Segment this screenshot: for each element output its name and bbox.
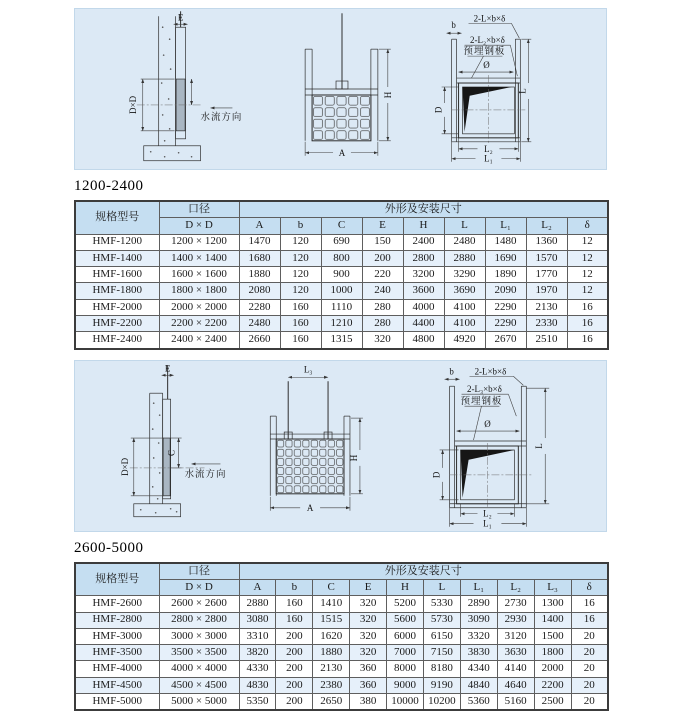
- dim-cell: 320: [350, 596, 387, 612]
- table-body-2: [75, 596, 608, 711]
- model-cell: HMF-1800: [75, 283, 159, 299]
- gate-drawing-1: [75, 9, 606, 169]
- dim-cell: 2290: [485, 316, 526, 332]
- model-cell: HMF-3500: [75, 645, 159, 661]
- dim-cell: 8180: [423, 661, 460, 677]
- dim-cell: 16: [571, 596, 608, 612]
- dim-label-e: E: [164, 362, 171, 373]
- dim-label-e: E: [177, 12, 184, 23]
- dim-cell: 2880: [444, 250, 485, 266]
- dim-cell: 9000: [387, 677, 424, 693]
- dim-cell: 12: [567, 267, 608, 283]
- dim-label-l: L: [517, 88, 528, 94]
- dim-cell: 16: [567, 316, 608, 332]
- col-header-dim: b: [280, 218, 321, 234]
- dim-cell: 12: [567, 250, 608, 266]
- dim-cell: 4100: [444, 299, 485, 315]
- dim-cell: 280: [362, 316, 403, 332]
- col-header-bore: 口径: [159, 563, 239, 580]
- dim-cell: 20: [571, 645, 608, 661]
- model-cell: HMF-1600: [75, 267, 159, 283]
- col-header-dims: 外形及安装尺寸: [239, 563, 608, 580]
- dim-cell: 280: [362, 299, 403, 315]
- dim-label-b: b: [451, 20, 456, 31]
- table-row: [75, 596, 608, 612]
- bore-cell: 2200 × 2200: [159, 316, 239, 332]
- dim-cell: 8000: [387, 661, 424, 677]
- dim-cell: 3820: [239, 645, 276, 661]
- dim-cell: 800: [321, 250, 362, 266]
- dim-cell: 1000: [321, 283, 362, 299]
- dim-cell: 1770: [526, 267, 567, 283]
- spec-table-1: [74, 200, 609, 350]
- dim-cell: 12: [567, 283, 608, 299]
- col-header-dim: H: [403, 218, 444, 234]
- bore-cell: 2400 × 2400: [159, 332, 239, 349]
- table-row: [75, 250, 608, 266]
- flow-direction-label: 水流方向: [200, 112, 243, 123]
- dim-cell: 1880: [313, 645, 350, 661]
- dim-cell: 1970: [526, 283, 567, 299]
- dim-cell: 320: [350, 612, 387, 628]
- col-header-dim: H: [387, 579, 424, 595]
- dim-cell: 4100: [444, 316, 485, 332]
- dim-cell: 3310: [239, 628, 276, 644]
- dim-cell: 1800: [534, 645, 571, 661]
- dim-cell: 4920: [444, 332, 485, 349]
- table-row: [75, 677, 608, 693]
- dim-label-l2: L₂: [483, 508, 492, 519]
- bore-cell: 1800 × 1800: [159, 283, 239, 299]
- dim-cell: 900: [321, 267, 362, 283]
- dim-cell: 2080: [239, 283, 280, 299]
- bore-cell: 4000 × 4000: [159, 661, 239, 677]
- dim-cell: 5600: [387, 612, 424, 628]
- dim-cell: 5350: [239, 694, 276, 711]
- bore-cell: 1600 × 1600: [159, 267, 239, 283]
- dim-cell: 20: [571, 677, 608, 693]
- dim-label-l2: L₂: [484, 143, 493, 154]
- dim-cell: 1470: [239, 234, 280, 250]
- dim-cell: 7150: [423, 645, 460, 661]
- model-cell: HMF-2400: [75, 332, 159, 349]
- dim-cell: 5160: [497, 694, 534, 711]
- dim-cell: 7000: [387, 645, 424, 661]
- dim-label-d: D: [431, 471, 442, 478]
- model-cell: HMF-2000: [75, 299, 159, 315]
- dim-cell: 4840: [460, 677, 497, 693]
- col-header-dim: δ: [571, 579, 608, 595]
- dim-cell: 2800: [403, 250, 444, 266]
- col-header-dim: E: [362, 218, 403, 234]
- section-heading-2: 2600-5000: [74, 539, 144, 556]
- dim-cell: 4140: [497, 661, 534, 677]
- model-cell: HMF-2600: [75, 596, 159, 612]
- dim-cell: 380: [350, 694, 387, 711]
- bore-cell: 2800 × 2800: [159, 612, 239, 628]
- dim-cell: 4800: [403, 332, 444, 349]
- dim-cell: 1890: [485, 267, 526, 283]
- col-header-model: 规格型号: [75, 201, 159, 234]
- dim-cell: 2890: [460, 596, 497, 612]
- note-angle-outer: 2-L×b×δ: [474, 365, 507, 376]
- col-header-dim: δ: [567, 218, 608, 234]
- dim-cell: 1410: [313, 596, 350, 612]
- dim-cell: 2500: [534, 694, 571, 711]
- dim-cell: 200: [276, 661, 313, 677]
- dim-cell: 2670: [485, 332, 526, 349]
- dim-cell: 2130: [313, 661, 350, 677]
- bore-cell: 1400 × 1400: [159, 250, 239, 266]
- dim-cell: 2880: [239, 596, 276, 612]
- bore-cell: 1200 × 1200: [159, 234, 239, 250]
- col-header-dim: L₁: [460, 579, 497, 595]
- col-header-dim: C: [321, 218, 362, 234]
- col-header-dim: E: [350, 579, 387, 595]
- model-cell: HMF-2800: [75, 612, 159, 628]
- dim-cell: 1680: [239, 250, 280, 266]
- embedded-plate-label: 预埋钢板: [460, 396, 503, 407]
- content-column: [74, 0, 607, 711]
- dim-cell: 1570: [526, 250, 567, 266]
- dim-cell: 2660: [239, 332, 280, 349]
- col-header-model: 规格型号: [75, 563, 159, 596]
- dim-cell: 1110: [321, 299, 362, 315]
- table-row: [75, 299, 608, 315]
- side-view: [120, 363, 227, 516]
- dim-cell: 2480: [444, 234, 485, 250]
- dim-cell: 2650: [313, 694, 350, 711]
- dim-cell: 6000: [387, 628, 424, 644]
- table-body-1: [75, 234, 608, 349]
- dim-cell: 10200: [423, 694, 460, 711]
- dim-cell: 9190: [423, 677, 460, 693]
- dim-label-c: C: [166, 449, 177, 456]
- dim-cell: 1300: [534, 596, 571, 612]
- dim-cell: 1690: [485, 250, 526, 266]
- model-cell: HMF-4500: [75, 677, 159, 693]
- col-header-dim: L₂: [526, 218, 567, 234]
- table-row: [75, 661, 608, 677]
- dim-cell: 5200: [387, 596, 424, 612]
- bore-cell: 5000 × 5000: [159, 694, 239, 711]
- dim-cell: 120: [280, 267, 321, 283]
- dim-cell: 1480: [485, 234, 526, 250]
- dim-cell: 2480: [239, 316, 280, 332]
- dim-cell: 200: [276, 645, 313, 661]
- dim-label-a: A: [306, 502, 314, 513]
- dim-label-l1: L₁: [484, 153, 493, 164]
- col-header-dim: C: [313, 579, 350, 595]
- dim-cell: 2000: [534, 661, 571, 677]
- dim-cell: 20: [571, 694, 608, 711]
- dim-cell: 3120: [497, 628, 534, 644]
- dim-cell: 2380: [313, 677, 350, 693]
- dim-cell: 120: [280, 283, 321, 299]
- dim-label-l1: L₁: [483, 518, 492, 529]
- dim-cell: 160: [280, 299, 321, 315]
- gate-drawing-2: [75, 361, 606, 531]
- col-header-dim: L₂: [497, 579, 534, 595]
- bore-cell: 3500 × 3500: [159, 645, 239, 661]
- table-row: [75, 234, 608, 250]
- dim-label-phi: Ø: [483, 60, 490, 71]
- dim-cell: 16: [567, 299, 608, 315]
- concrete-dots: [150, 26, 192, 157]
- model-cell: HMF-5000: [75, 694, 159, 711]
- dim-cell: 6150: [423, 628, 460, 644]
- dim-label-b: b: [449, 365, 454, 376]
- dim-label-h: H: [382, 91, 393, 99]
- dim-cell: 1500: [534, 628, 571, 644]
- dim-cell: 200: [276, 694, 313, 711]
- dim-cell: 5360: [460, 694, 497, 711]
- drawing-panel-2: [74, 360, 607, 532]
- dim-label-h: H: [348, 454, 359, 461]
- table-row: [75, 612, 608, 628]
- dim-cell: 360: [350, 661, 387, 677]
- drawing-panel-1: [74, 8, 607, 170]
- dim-cell: 160: [276, 612, 313, 628]
- dim-cell: 16: [571, 612, 608, 628]
- dim-label-dxd: D×D: [119, 457, 130, 476]
- col-header-dim: A: [239, 579, 276, 595]
- dim-cell: 320: [350, 628, 387, 644]
- dim-cell: 4330: [239, 661, 276, 677]
- dim-cell: 320: [350, 645, 387, 661]
- table-row: [75, 267, 608, 283]
- col-header-dim: L₁: [485, 218, 526, 234]
- dim-cell: 20: [571, 661, 608, 677]
- dim-cell: 1360: [526, 234, 567, 250]
- table-row: [75, 628, 608, 644]
- dim-cell: 1880: [239, 267, 280, 283]
- dim-cell: 3080: [239, 612, 276, 628]
- col-header-dim: L₃: [534, 579, 571, 595]
- dim-cell: 1400: [534, 612, 571, 628]
- front-view: [270, 364, 363, 513]
- dim-cell: 120: [280, 250, 321, 266]
- dim-cell: 2200: [534, 677, 571, 693]
- col-header-dxd: D × D: [159, 579, 239, 595]
- bore-cell: 2000 × 2000: [159, 299, 239, 315]
- table-row: [75, 645, 608, 661]
- dim-label-l3: L₃: [303, 363, 313, 374]
- dim-cell: 160: [280, 332, 321, 349]
- dim-label-phi: Ø: [484, 418, 491, 429]
- dim-cell: 4400: [403, 316, 444, 332]
- dim-cell: 2130: [526, 299, 567, 315]
- section-heading-1: 1200-2400: [74, 178, 144, 194]
- col-header-bore: 口径: [159, 201, 239, 218]
- flow-direction-label: 水流方向: [184, 469, 227, 480]
- dim-cell: 2930: [497, 612, 534, 628]
- spec-table-2: [74, 562, 609, 712]
- dim-cell: 3090: [460, 612, 497, 628]
- dim-cell: 3690: [444, 283, 485, 299]
- table-row: [75, 283, 608, 299]
- dim-cell: 360: [350, 677, 387, 693]
- dim-cell: 3630: [497, 645, 534, 661]
- dim-cell: 1515: [313, 612, 350, 628]
- dim-label-a: A: [338, 148, 346, 159]
- dim-cell: 4640: [497, 677, 534, 693]
- col-header-dim: A: [239, 218, 280, 234]
- dim-cell: 120: [280, 234, 321, 250]
- dim-cell: 4830: [239, 677, 276, 693]
- col-header-dim: b: [276, 579, 313, 595]
- model-cell: HMF-2200: [75, 316, 159, 332]
- bore-cell: 4500 × 4500: [159, 677, 239, 693]
- dim-cell: 2730: [497, 596, 534, 612]
- table-row: [75, 316, 608, 332]
- dim-cell: 5330: [423, 596, 460, 612]
- dim-cell: 16: [567, 332, 608, 349]
- dim-cell: 160: [280, 316, 321, 332]
- col-header-dims: 外形及安装尺寸: [239, 201, 608, 218]
- dim-cell: 2400: [403, 234, 444, 250]
- note-angle-inner: 2-L₂×b×δ: [470, 35, 505, 46]
- dim-cell: 10000: [387, 694, 424, 711]
- model-cell: HMF-4000: [75, 661, 159, 677]
- note-angle-outer: 2-L×b×δ: [473, 13, 506, 24]
- col-header-dim: L: [423, 579, 460, 595]
- embedded-plate-label: 预埋钢板: [463, 47, 506, 58]
- front-view: [305, 13, 393, 158]
- dim-cell: 4340: [460, 661, 497, 677]
- bore-cell: 2600 × 2600: [159, 596, 239, 612]
- side-view: [128, 11, 243, 160]
- dim-cell: 1315: [321, 332, 362, 349]
- model-cell: HMF-1200: [75, 234, 159, 250]
- dim-cell: 3200: [403, 267, 444, 283]
- install-view: [434, 13, 532, 163]
- dim-cell: 3600: [403, 283, 444, 299]
- dim-cell: 2290: [485, 299, 526, 315]
- dim-cell: 4000: [403, 299, 444, 315]
- dim-cell: 1210: [321, 316, 362, 332]
- dim-cell: 20: [571, 628, 608, 644]
- dim-cell: 150: [362, 234, 403, 250]
- model-cell: HMF-3000: [75, 628, 159, 644]
- dim-cell: 1620: [313, 628, 350, 644]
- dim-cell: 320: [362, 332, 403, 349]
- install-view: [432, 366, 550, 528]
- dim-cell: 220: [362, 267, 403, 283]
- dim-label-l: L: [534, 442, 545, 449]
- bore-cell: 3000 × 3000: [159, 628, 239, 644]
- dim-cell: 690: [321, 234, 362, 250]
- dim-cell: 200: [362, 250, 403, 266]
- dim-cell: 2330: [526, 316, 567, 332]
- dim-cell: 200: [276, 628, 313, 644]
- dim-label-d: D: [433, 106, 444, 114]
- dim-cell: 3830: [460, 645, 497, 661]
- dim-cell: 200: [276, 677, 313, 693]
- note-angle-inner: 2-L₃×b×δ: [467, 383, 502, 394]
- dim-cell: 240: [362, 283, 403, 299]
- dim-cell: 2510: [526, 332, 567, 349]
- dim-cell: 2090: [485, 283, 526, 299]
- concrete-dots: [140, 402, 177, 513]
- dim-cell: 3320: [460, 628, 497, 644]
- dim-cell: 5730: [423, 612, 460, 628]
- col-header-dxd: D × D: [159, 218, 239, 234]
- dim-cell: 3290: [444, 267, 485, 283]
- dim-cell: 12: [567, 234, 608, 250]
- dim-cell: 160: [276, 596, 313, 612]
- model-cell: HMF-1400: [75, 250, 159, 266]
- col-header-dim: L: [444, 218, 485, 234]
- table-row: [75, 694, 608, 711]
- table-row: [75, 332, 608, 349]
- dim-label-dxd: D×D: [127, 95, 138, 114]
- dim-cell: 2280: [239, 299, 280, 315]
